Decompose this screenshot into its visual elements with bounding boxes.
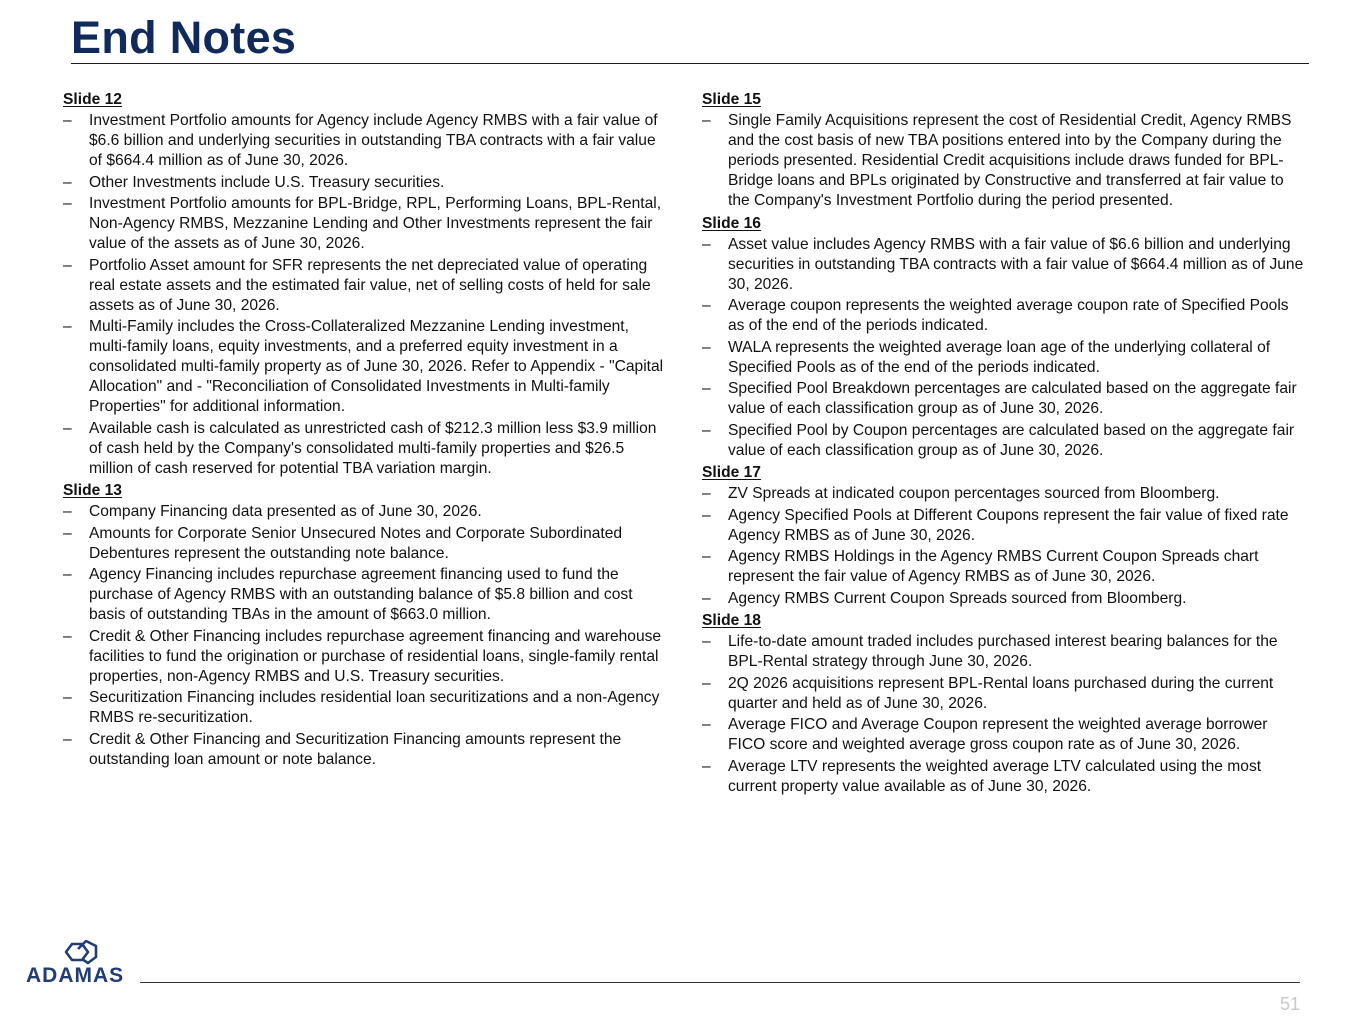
list-item [63, 688, 668, 728]
dash-bullet-icon: – [702, 548, 711, 565]
dash-bullet-icon: – [63, 256, 72, 274]
page-number: 51 [1279, 994, 1300, 1014]
note-text: Average LTV represents the weighted average LTV calculated using the most current property value available as of June 30, 2026. [728, 757, 1262, 795]
note-text: Credit & Other Financing includes repurchase agreement financing and warehouse facilities to fund the origination or purchase of residential loans, single-family rental properties, non-Agency RMBS and U.S. Treasury securities. [89, 627, 662, 685]
list-item [702, 632, 1308, 672]
list-item [63, 111, 668, 171]
list-item [702, 484, 1308, 504]
note-text: Available cash is calculated as unrestricted cash of $212.3 million less $3.9 million of cash held by the Company's consolidated multi-family properties and $26.5 million of cash reserved for potential TBA variation margin. [89, 419, 657, 477]
dash-bullet-icon: – [63, 195, 72, 212]
note-text: ZV Spreads at indicated coupon percentages sourced from Bloomberg. [728, 485, 1220, 502]
dash-bullet-icon: – [702, 380, 711, 397]
note-text: Investment Portfolio amounts for BPL-Bridge, RPL, Performing Loans, BPL-Rental, Non-Agency RMBS, Mezzanine Lending and Other Investments represent the fair value of the assets as of June 30, 2026. [89, 195, 662, 252]
note-text: Amounts for Corporate Senior Unsecured Notes and Corporate Subordinated Debentures represent the outstanding note balance. [89, 524, 623, 562]
dash-bullet-icon: – [702, 338, 711, 356]
list-item [702, 715, 1308, 755]
list-item [63, 565, 668, 625]
dash-bullet-icon: – [702, 421, 711, 439]
note-text: Credit & Other Financing and Securitization Financing amounts represent the outstanding loan amount or note balance. [89, 730, 622, 768]
dash-bullet-icon: – [63, 112, 72, 129]
right-notes-column [702, 89, 1308, 798]
dash-bullet-icon: – [702, 112, 711, 129]
dash-bullet-icon: – [702, 716, 711, 733]
list-item [63, 317, 668, 417]
list-item [702, 757, 1308, 797]
page-title: End Notes [71, 12, 297, 63]
dash-bullet-icon: – [702, 674, 711, 692]
list-item [63, 524, 668, 564]
logo-wordmark: ADAMAS [26, 964, 125, 987]
note-text: Specified Pool Breakdown percentages are calculated based on the aggregate fair value of each classification group as of June 30, 2026. [728, 380, 1297, 417]
dash-bullet-icon: – [702, 589, 711, 607]
list-item [702, 338, 1308, 378]
list-item [63, 502, 668, 522]
list-item [63, 419, 668, 479]
left-notes-column [63, 89, 668, 771]
dash-bullet-icon: – [702, 297, 711, 314]
dash-bullet-icon: – [63, 173, 72, 191]
dash-bullet-icon: – [63, 730, 72, 748]
note-text: Average coupon represents the weighted average coupon rate of Specified Pools as of the end of the periods indicated. [728, 297, 1289, 334]
note-text: Specified Pool by Coupon percentages are calculated based on the aggregate fair value of each classification group as of June 30, 2026. [728, 421, 1295, 459]
list-item [702, 111, 1308, 211]
dash-bullet-icon: – [63, 566, 72, 583]
note-text: Average FICO and Average Coupon represent the weighted average borrower FICO score and weighted average gross coupon rate as of June 30, 2026. [728, 716, 1268, 753]
note-text: Asset value includes Agency RMBS with a fair value of $6.6 billion and underlying securities in outstanding TBA contracts with a fair value of $664.4 million as of June 30, 2026. [728, 235, 1304, 293]
dash-bullet-icon: – [702, 757, 711, 775]
notes-list [63, 502, 668, 770]
note-text: Securitization Financing includes residential loan securitizations and a non-Agency RMBS re-securitization. [89, 689, 660, 726]
list-item [702, 674, 1308, 714]
note-text: Investment Portfolio amounts for Agency include Agency RMBS with a fair value of $6.6 billion and underlying securities in outstanding TBA contracts with a fair value of $664.4 million as of June 30, 2026. [89, 112, 658, 169]
slide-heading: Slide 17 [702, 464, 761, 481]
note-text: Portfolio Asset amount for SFR represents the net depreciated value of operating real estate assets and the estimated fair value, net of selling costs of held for sale assets as of June 30, 2026. [89, 256, 651, 314]
dash-bullet-icon: – [63, 627, 72, 645]
note-text: 2Q 2026 acquisitions represent BPL-Rental loans purchased during the current quarter and held as of June 30, 2026. [728, 674, 1274, 712]
slide-heading: Slide 16 [702, 214, 761, 232]
note-text: Agency Specified Pools at Different Coupons represent the fair value of fixed rate Agency RMBS as of June 30, 2026. [728, 506, 1289, 544]
list-item [63, 173, 668, 193]
note-text: Agency Financing includes repurchase agreement financing used to fund the purchase of Agency RMBS with an outstanding balance of $5.8 billion and cost basis of outstanding TBAs in the amount of $663.0 million. [89, 566, 633, 623]
dash-bullet-icon: – [702, 633, 711, 650]
dash-bullet-icon: – [63, 524, 72, 542]
list-item [63, 627, 668, 687]
notes-list [702, 484, 1308, 609]
notes-list [702, 111, 1308, 211]
footer-divider [140, 982, 1300, 983]
dash-bullet-icon: – [702, 485, 711, 502]
slide-heading: Slide 12 [63, 91, 122, 108]
note-text: Company Financing data presented as of June 30, 2026. [89, 503, 482, 520]
slide-heading: Slide 13 [63, 482, 122, 499]
slide-heading: Slide 15 [702, 91, 761, 108]
dash-bullet-icon: – [702, 506, 711, 524]
slide-heading: Slide 18 [702, 612, 761, 629]
list-item [702, 296, 1308, 336]
notes-list [702, 235, 1308, 461]
note-text: Other Investments include U.S. Treasury securities. [89, 173, 445, 191]
dash-bullet-icon: – [63, 318, 72, 335]
notes-list [63, 111, 668, 479]
interlocking-hexagon-logo-icon [26, 940, 136, 966]
note-text: Agency RMBS Holdings in the Agency RMBS Current Coupon Spreads chart represent the fair value of Agency RMBS as of June 30, 2026. [728, 548, 1259, 585]
dash-bullet-icon: – [63, 689, 72, 706]
list-item [702, 235, 1308, 295]
dash-bullet-icon: – [63, 503, 72, 520]
title-divider [71, 63, 1309, 64]
list-item [702, 506, 1308, 546]
note-text: Single Family Acquisitions represent the cost of Residential Credit, Agency RMBS and the cost basis of new TBA positions entered into by the Company during the periods presented. Residential Credit acquisitions include draws funded for BPL-Bridge loans and BPLs originated by Constructive and transferred at fair value to the Company's Investment Portfolio during the period presented. [728, 112, 1292, 209]
company-logo [26, 940, 136, 990]
list-item [63, 730, 668, 770]
note-text: WALA represents the weighted average loan age of the underlying collateral of Specified Pools as of the end of the periods indicated. [728, 338, 1271, 376]
list-item [702, 421, 1308, 461]
list-item [702, 379, 1308, 419]
dash-bullet-icon: – [702, 235, 711, 253]
notes-list [702, 632, 1308, 797]
note-text: Multi-Family includes the Cross-Collateralized Mezzanine Lending investment, multi-family loans, equity investments, and a preferred equity investment in a consolidated multi-family property as of June 30, 2026. Refer to Appendix - "Capital Allocation" and - "Reconciliation of Consolidated Investments in Multi-family Properties" for additional information. [89, 318, 664, 415]
list-item [702, 589, 1308, 609]
list-item [702, 547, 1308, 587]
note-text: Life-to-date amount traded includes purchased interest bearing balances for the BPL-Rental strategy through June 30, 2026. [728, 633, 1278, 670]
list-item [63, 194, 668, 254]
dash-bullet-icon: – [63, 419, 72, 437]
list-item [63, 256, 668, 316]
note-text: Agency RMBS Current Coupon Spreads sourced from Bloomberg. [728, 589, 1187, 607]
